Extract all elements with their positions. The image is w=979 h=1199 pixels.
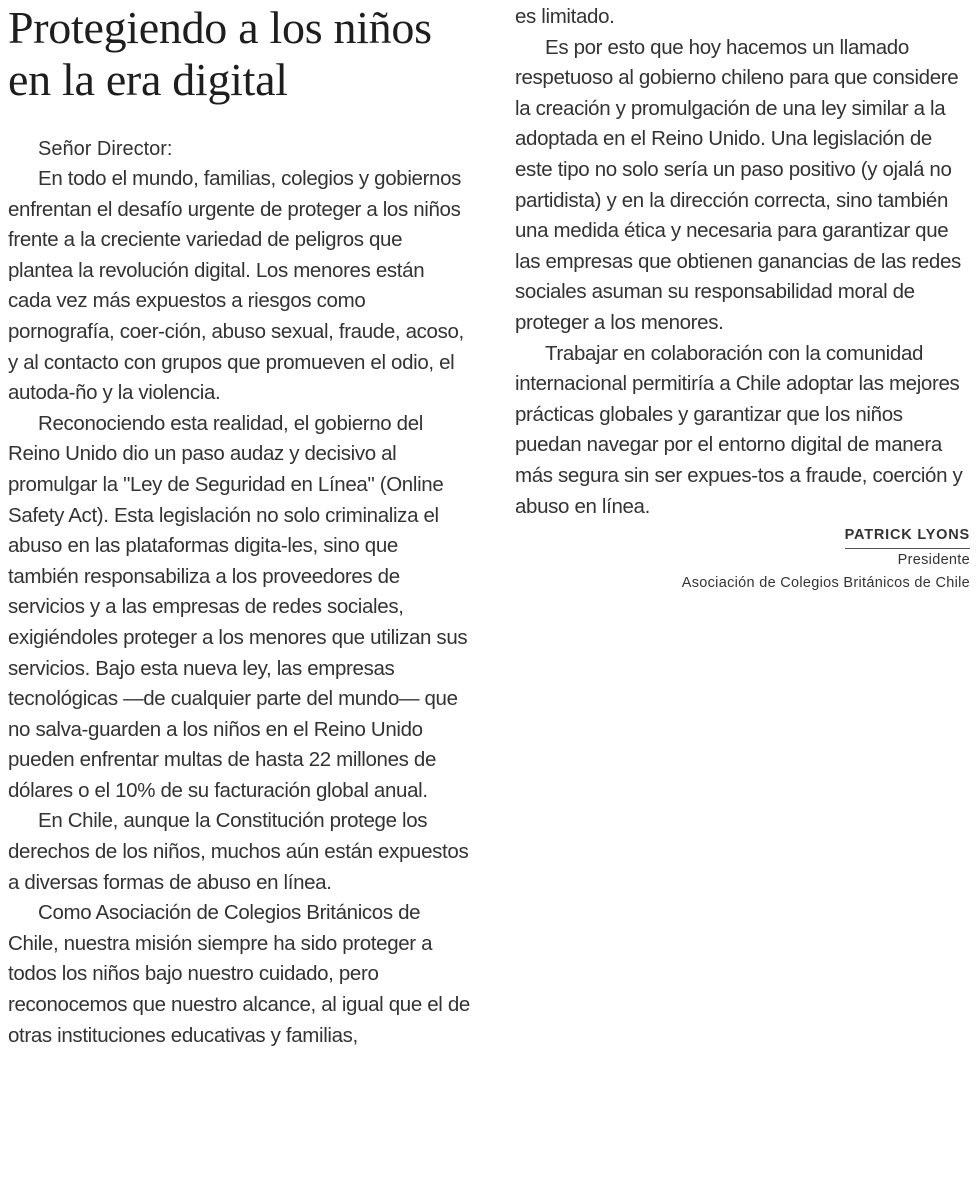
signature-title: Presidente	[897, 552, 970, 569]
paragraph-continuation: es limitado.	[515, 5, 615, 28]
paragraph-collaboration: Trabajar en colaboración con la comunidad internacional permitiría a Chile adoptar las mejores prácticas globales y garantizar que los niños puedan navegar por el entorno digital de manera más segura sin ser expues-tos a fraude, coerción y abuso en línea.	[515, 341, 963, 518]
paragraph-intro: En todo el mundo, familias, colegios y gobiernos enfrentan el desafío urgente de proteger a los niños frente a la creciente variedad de peligros que plantea la revolución digital. Los menores están cada vez más expuestos a riesgos como pornografía, coer-ción, abuso sexual, fraude, acoso, y al contacto con grupos que promueven el odio, el autoda-ño y la violencia.	[8, 167, 464, 405]
signature-organization: Asociación de Colegios Británicos de Chile	[681, 575, 970, 592]
right-column	[515, 2, 970, 595]
paragraph-chile: En Chile, aunque la Constitución protege los derechos de los niños, muchos aún están expuestos a diversas formas de abuso en línea.	[8, 809, 469, 894]
letter-headline: Protegiendo a los niños en la era digital	[8, 2, 432, 105]
left-column	[8, 2, 470, 1051]
paragraph-call-to-action: Es por esto que hoy hacemos un llamado respetuoso al gobierno chileno para que considere la creación y promulgación de una ley similar a la adoptada en el Reino Unido. Una legislación de este tipo no solo sería un paso positivo (y ojalá no partidista) y en la dirección correcta, sino también una medida ética y necesaria para garantizar que las empresas que obtienen ganancias de las redes sociales asuman su responsabilidad moral de proteger a los menores.	[515, 35, 961, 334]
paragraph-association: Como Asociación de Colegios Británicos de Chile, nuestra misión siempre ha sido proteger a todos los niños bajo nuestro cuidado, pero reconocemos que nuestro alcance, al igual que el de otras instituciones educativas y familias,	[8, 901, 470, 1047]
salutation: Señor Director:	[38, 138, 173, 160]
signature-name: PATRICK LYONS	[845, 524, 970, 549]
signature-block	[515, 524, 970, 595]
paragraph-uk-law: Reconociendo esta realidad, el gobierno del Reino Unido dio un paso audaz y decisivo al promulgar la "Ley de Seguridad en Línea" (Online Safety Act). Esta legislación no solo criminaliza el abuso en las plataformas digita-les, sino que también responsabiliza a los proveedores de servicios y a las empresas de redes sociales, exigiéndoles proteger a los menores que utilizan sus servicios. Bajo esta nueva ley, las empresas tecnológicas —de cualquier parte del mundo— que no salva-guarden a los niños en el Reino Unido pueden enfrentar multas de hasta 22 millones de dólares o el 10% de su facturación global anual.	[8, 411, 468, 802]
